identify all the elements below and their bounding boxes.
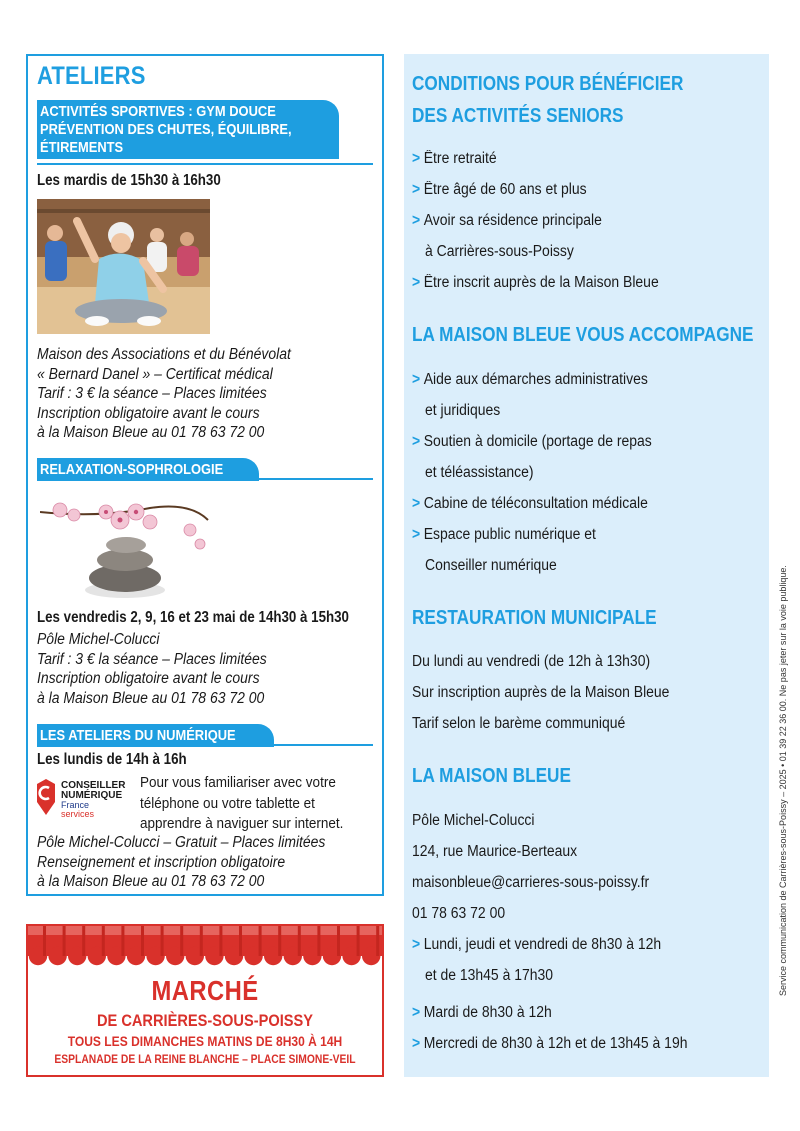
tab-numerique-label: LES ATELIERS DU NUMÉRIQUE (40, 727, 236, 744)
divider (37, 478, 373, 480)
list-item-text: Être inscrit auprès de la Maison Bleue (423, 274, 659, 291)
relax-detail-line: Inscription obligatoire avant le cours (37, 670, 260, 687)
marche-town: DE CARRIÈRES-SOUS-POISSY (96, 1011, 314, 1030)
awning-stripe (161, 926, 164, 956)
awning-stripe (278, 926, 281, 956)
relax-detail-line: à la Maison Bleue au 01 78 63 72 00 (37, 689, 265, 707)
chevron-right-icon: > (412, 150, 421, 167)
restauration-line: Sur inscription auprès de la Maison Bleue (412, 684, 670, 701)
awning-stripe (298, 926, 301, 956)
chevron-right-icon: > (412, 274, 421, 291)
logo-text-services: services (61, 809, 95, 819)
list-item-continuation: et juridiques (425, 402, 501, 419)
list-item (412, 936, 661, 954)
restauration-line: Du lundi au vendredi (de 12h à 13h30) (412, 653, 651, 670)
list-item-text: Être âgé de 60 ans et plus (423, 181, 587, 198)
awning-stripe (63, 926, 66, 956)
list-item (412, 526, 596, 544)
list-item-text: Mardi de 8h30 à 12h (423, 1004, 552, 1021)
list-item (412, 150, 497, 168)
list-item-text: Mercredi de 8h30 à 12h et de 13h45 à 19h (423, 1035, 688, 1052)
restauration-line: Tarif selon le barème communiqué (412, 715, 626, 732)
gym-details (37, 345, 291, 443)
awning-stripe (357, 926, 360, 956)
list-item-text: Espace public numérique et (423, 526, 596, 543)
chevron-right-icon: > (412, 212, 421, 229)
awning-stripe (102, 926, 105, 956)
list-item-text: Aide aux démarches administratives (423, 371, 648, 388)
awning-stripe (141, 926, 144, 956)
relax-details (37, 630, 267, 708)
divider (37, 163, 373, 165)
chevron-right-icon: > (412, 371, 421, 388)
chevron-right-icon: > (412, 433, 421, 450)
list-item (412, 181, 587, 199)
chevron-right-icon: > (412, 181, 421, 198)
logo-text-conseiller: CONSEILLER (61, 780, 126, 791)
conditions-heading-line: CONDITIONS POUR BÉNÉFICIER (412, 73, 684, 95)
list-item-continuation: à Carrières-sous-Poissy (425, 243, 574, 260)
divider (37, 744, 373, 746)
logo-text-france: France (61, 800, 90, 810)
phone-number[interactable]: 01 78 63 72 00 (412, 905, 506, 922)
relax-detail-line: Pôle Michel-Colucci (37, 631, 160, 648)
address-line: Pôle Michel-Colucci (412, 812, 535, 829)
numerique-detail-line: à la Maison Bleue au 01 78 63 72 00 (37, 873, 265, 890)
numerique-details (37, 833, 325, 892)
numerique-detail-line: Renseignement et inscription obligatoire (37, 853, 286, 871)
marche-days: TOUS LES DIMANCHES MATINS DE 8H30 À 14H (67, 1033, 343, 1049)
list-item (412, 495, 648, 513)
marche-section (26, 924, 384, 1077)
list-item (412, 371, 648, 389)
chevron-right-icon: > (412, 936, 421, 953)
numerique-intro (140, 773, 343, 835)
list-item-continuation: et téléassistance) (425, 464, 534, 481)
awning-stripe (43, 926, 46, 956)
awning-stripe (180, 926, 183, 956)
awning-stripe (376, 926, 379, 956)
vertical-credit: Service communication de Carrières-sous-Poissy – 2025 • 01 39 22 36 00. Ne pas jeter sur la voie publique. (778, 565, 788, 996)
list-item-continuation: et de 13h45 à 17h30 (425, 967, 553, 984)
chevron-right-icon: > (412, 495, 421, 512)
chevron-right-icon: > (412, 1004, 421, 1021)
list-item-continuation: Conseiller numérique (425, 557, 557, 574)
awning-stripe (219, 926, 222, 956)
list-item-text: Cabine de téléconsultation médicale (423, 495, 648, 512)
chevron-right-icon: > (412, 526, 421, 543)
logo-text-numerique: NUMÉRIQUE (61, 790, 123, 801)
ateliers-section (26, 54, 384, 896)
gym-schedule: Les mardis de 15h30 à 16h30 (37, 172, 221, 189)
awning-stripe (239, 926, 242, 956)
address-line: 124, rue Maurice-Berteaux (412, 843, 578, 860)
awning-stripe (121, 926, 124, 956)
ateliers-title: ATELIERS (37, 62, 146, 90)
gym-photo (37, 199, 210, 334)
conditions-heading (412, 68, 683, 132)
gym-detail-line: Maison des Associations et du Bénévolat (37, 346, 291, 363)
maison-bleue-heading: LA MAISON BLEUE (412, 765, 571, 787)
stones-orchid-photo (40, 490, 210, 605)
numerique-detail-line: Pôle Michel-Colucci – Gratuit – Places limitées (37, 834, 326, 851)
gym-detail-line: « Bernard Danel » – Certificat médical (37, 365, 273, 383)
list-item-text: Soutien à domicile (portage de repas (423, 433, 652, 450)
list-item-text: Lundi, jeudi et vendredi de 8h30 à 12h (423, 936, 662, 953)
list-item (412, 1004, 552, 1022)
tab-gym-line-2: PRÉVENTION DES CHUTES, ÉQUILIBRE, (40, 121, 292, 138)
conseiller-numerique-logo (34, 775, 138, 827)
marche-place: ESPLANADE DE LA REINE BLANCHE – PLACE SIMONE-VEIL (54, 1052, 356, 1066)
conditions-heading-line: DES ACTIVITÉS SENIORS (412, 105, 624, 127)
awning-stripe (317, 926, 320, 956)
accompagne-heading: LA MAISON BLEUE VOUS ACCOMPAGNE (412, 324, 754, 346)
awning-stripe (200, 926, 203, 956)
numerique-intro-line: apprendre à naviguer sur internet. (140, 815, 344, 832)
gym-detail-line: Tarif : 3 € la séance – Places limitées (37, 385, 267, 402)
relax-schedule: Les vendredis 2, 9, 16 et 23 mai de 14h30 à 15h30 (37, 609, 349, 626)
gym-detail-line: à la Maison Bleue au 01 78 63 72 00 (37, 424, 265, 441)
list-item (412, 274, 659, 292)
info-panel (404, 54, 769, 1077)
email-link[interactable]: maisonbleue@carrieres-sous-poissy.fr (412, 874, 650, 891)
list-item (412, 1035, 687, 1053)
list-item-text: Avoir sa résidence principale (423, 212, 602, 229)
gym-detail-line: Inscription obligatoire avant le cours (37, 404, 260, 422)
list-item-text: Être retraité (423, 150, 497, 167)
restauration-heading: RESTAURATION MUNICIPALE (412, 607, 657, 629)
numerique-intro-line: téléphone ou votre tablette et (140, 794, 315, 812)
tab-gym-douce (37, 100, 339, 159)
tab-gym-line-1: ACTIVITÉS SPORTIVES : GYM DOUCE (40, 103, 276, 120)
awning-stripe (82, 926, 85, 956)
awning-stripe (259, 926, 262, 956)
awning-stripe (337, 926, 340, 956)
numerique-intro-line: Pour vous familiariser avec votre (140, 774, 336, 791)
tab-relaxation-label: RELAXATION-SOPHROLOGIE (40, 461, 224, 478)
relax-detail-line: Tarif : 3 € la séance – Places limitées (37, 650, 267, 668)
chevron-right-icon: > (412, 1035, 421, 1052)
numerique-schedule: Les lundis de 14h à 16h (37, 751, 187, 768)
marche-title: MARCHÉ (151, 975, 259, 1006)
tab-gym-line-3: ÉTIREMENTS (40, 139, 124, 156)
market-awning-graphic (28, 926, 382, 976)
list-item (412, 433, 652, 451)
list-item (412, 212, 602, 230)
